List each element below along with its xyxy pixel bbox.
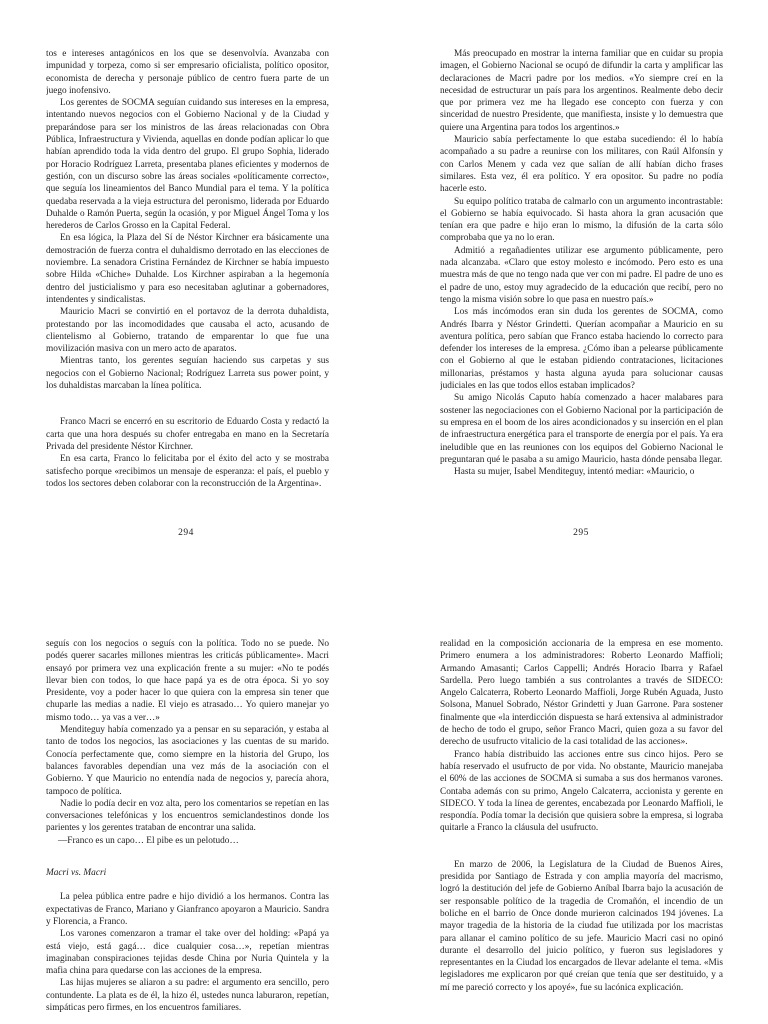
paragraph: Mauricio sabía perfectamente lo que estaba sucediendo: él lo había acompañado a su padre a reunirse con los militares, con Raúl Alfonsín y con Carlos Menem y cada vez que salían de allí habían dicho frases similares. Esta vez, él era político. Y era opositor. Su padre no podía hacerle esto. [440, 135, 723, 195]
page-294-text [46, 48, 329, 522]
page-295-text [440, 48, 723, 522]
paragraph: Su amigo Nicolás Caputo había comenzado a hacer malabares para sostener las negociaciones con el Gobierno Nacional por la participación de su empresa en el boom de los aires acondicionados y su inserción en el plan de infraestructura energética para el transporte de energía por el país. Ya era ineludible que en las reuniones con los equipos del Gobierno Nacional le preguntaran qué le pasaba a su amigo Mauricio, hasta dónde pensaba llegar. [440, 393, 723, 465]
paragraph: Las hijas mujeres se aliaron a su padre: el argumento era sencillo, pero contundente. La plata es de él, la hizo él, ustedes nunca laburaron, repetían, simpáticas pero firmes, en los encuentros familiares. [46, 978, 329, 1014]
paragraph: Menditeguy había comenzado ya a pensar en su separación, y estaba al tanto de todos los negocios, las asociaciones y las cuentas de su marido. Conocía perfectamente que, como siempre en la historia del Grupo, los balances favorables dependían una vez más de la asociación con el Gobierno. Y que Mauricio no entendía nada de negocios y, parecía ahora, tampoco de política. [46, 725, 329, 797]
paragraph: La pelea pública entre padre e hijo dividió a los hermanos. Contra las expectativas de Franco, Mariano y Gianfranco apoyaron a Mauricio. Sandra y Florencia, a Franco. [46, 892, 329, 927]
paragraph: Mauricio Macri se convirtió en el portavoz de la derrota duhaldista, protestando por las incomodidades que causaba el acto, acusando de clientelismo al Gobierno, tratando de emparentar lo que fue una movilización masiva con un mero acto de aparatos. [46, 307, 329, 355]
paragraph: Hasta su mujer, Isabel Menditeguy, intentó mediar: «Mauricio, o [454, 467, 695, 478]
paragraph: En esa lógica, la Plaza del Sí de Néstor Kirchner era básicamente una demostración de fuerza contra el duhaldismo derrotado en las elecciones de noviembre. La senadora Cristina Fernández de Kirchner se había impuesto sobre Hilda «Chiche» Duhalde. Los Kirchner aspiraban a la hegemonía dentro del justicialismo y para eso necesitaban aglutinar a gobernadores, intendentes y sindicalistas. [46, 233, 329, 305]
page-number: 294 [178, 528, 194, 538]
paragraph: tos e intereses antagónicos en los que se desenvolvía. Avanzaba con impunidad y torpeza, como si ser empresario oficialista, político opositor, economista de derecha y personaje público de centro fuera parte de un juego inofensivo. [46, 49, 329, 96]
page-number: 295 [573, 528, 589, 538]
paragraph: En esa carta, Franco lo felicitaba por el éxito del acto y se mostraba satisfecho porque «recibimos un mensaje de esperanza: el país, el pueblo y todos los sectores deben colaborar con la reconstrucción de la Argentina». [46, 454, 329, 489]
paragraph: seguís con los negocios o seguís con la política. Todo no se puede. No podés querer sacarles millones mientras les criticás públicamente». Macri ensayó por primera vez una explicación frente a su mujer: «No te podés llevar bien con todos, lo que hace papá ya es de otra época. Si yo soy Presidente, voy a poder hacer lo que quiera con la empresa sin tener que chuparle las medias a nadie. El viejo es atrasado… Yo quiero manejar yo mismo todo… ya vas a ver…» [46, 639, 329, 723]
paragraph: Los gerentes de SOCMA seguían cuidando sus intereses en la empresa, intentando nuevos negocios con el Gobierno Nacional y de la Ciudad y preparándose para ser los ministros de las áreas relacionadas con Obra Pública, Infraestructura y Vivienda, aquellas en donde podían aplicar lo que habían aprendido toda la vida dentro del grupo. El grupo Sophia, liderado por Horacio Rodríguez Larreta, presentaba planes eficientes y modernos de gestión, con un discurso sobre las áreas sociales «políticamente correcto», que seguía los lineamientos del Banco Mundial para el tema. Y la política quedaba reservada a la vieja estructura del peronismo, liderada por Eduardo Duhalde o Ramón Puerta, según la ocasión, y por Miguel Ángel Toma y los herederos de Carlos Grosso en la Capital Federal. [46, 98, 329, 232]
paragraph: Mientras tanto, los gerentes seguían haciendo sus carpetas y sus negocios con el Gobierno Nacional; Rodríguez Larreta sus power point, y los duhaldistas marcaban la línea política. [46, 356, 329, 392]
paragraph: Franco había distribuido las acciones entre sus cinco hijos. Pero se había reservado el usufructo de por vida. No obstante, Mauricio manejaba el 60% de las acciones de SOCMA si sumaba a sus dos hermanos varones. Contaba además con su primo, Angelo Calcaterra, accionista y gerente en SIDECO. Y toda la línea de gerentes, encabezada por Leonardo Maffioli, le respondía. Podía tomar la decisión que quisiera sobre la empresa, si lograba quitarle a Franco la cláusula del usufructo. [440, 749, 723, 834]
page-296-text [46, 638, 329, 1024]
paragraph: realidad en la composición accionaria de la empresa en ese momento. Primero enumera a los administradores: Roberto Leonardo Maffioli; Armando Amasanti; Carlos Cappelli; Andrés Horacio Ibarra y Rafael Sardella. Pero luego también a sus controlantes a través de SIDECO: Angelo Calcaterra, Roberto Leonardo Maffioli, Jorge Rubén Aguada, Justo Solsona, Manuel Sobrado, Néstor Grindetti y Juan Garrone. Para sostener finalmente que «la interdicción dispuesta se hará extensiva al administrador de hecho de todo el grupo, señor Franco Macri, quien goza a su favor del derecho de usufructo vitalicio de la casi totalidad de las acciones». [440, 639, 723, 748]
section-title: Macri vs. Macri [46, 868, 107, 879]
paragraph: En marzo de 2006, la Legislatura de la Ciudad de Buenos Aires, presidida por Santiago de Estrada y con amplia mayoría del macrismo, logró la destitución del jefe de Gobierno Aníbal Ibarra bajo la acusación de ser responsable político de la tragedia de Cromañón, el incendio de un boliche en el barrio de Once donde murieron calcinados 194 jóvenes. La mayor tragedia de la historia de la ciudad fue utilizada por los macristas para allanar el camino político de su jefe. Mauricio Macri casi no opinó durante el desarrollo del juicio político, y fueron sus legisladores y representantes en la Ciudad los encargados de llevar adelante el tema. «Mis legisladores me explicaron por qué creían que tenía que ser destituido, y a mí me pareció correcto y los apoyé», fue su lacónica explicación. [440, 859, 723, 993]
paragraph: Su equipo político trataba de calmarlo con un argumento incontrastable: el Gobierno se había equivocado. Si hasta ahora la gran acusación que tenían era que padre e hijo eran lo mismo, la difusión de la carta sólo comprobaba que ya no lo eran. [440, 196, 723, 244]
paragraph: Admitió a regañadientes utilizar ese argumento públicamente, pero nada alcanzaba. «Claro que estoy molesto e incómodo. Pero esto es una muestra más de que no tengo nada que ver con mi padre. El padre de uno es el padre de uno, estoy muy agradecido de la educación que recibí, pero no tengo la misma visión sobre lo que pasa en nuestro país.» [440, 245, 723, 305]
paragraph: Los varones comenzaron a tramar el take over del holding: «Papá ya está viejo, está gagá… dice cualquier cosa…», repetían mientras imaginaban conspiraciones tejidas desde China por Nuria Quintela y la mafia china para quedarse con las acciones de la empresa. [46, 929, 329, 977]
page-297-text [440, 638, 723, 1024]
paragraph: —Franco es un capo… El pibe es un pelotudo… [58, 835, 239, 846]
paragraph: Nadie lo podía decir en voz alta, pero los comentarios se repetían en las conversaciones telefónicas y los encuentros semiclandestinos donde los parientes y los gerentes trataban de encontrar una salida. [46, 798, 329, 834]
paragraph: Más preocupado en mostrar la interna familiar que en cuidar su propia imagen, el Gobierno Nacional se ocupó de difundir la carta y amplificar las declaraciones de Macri padre por los medios. «Yo siempre creí en la necesidad de estructurar un país para los argentinos. Realmente debo decir que por primera vez me ha llegado ese concepto con fuerza y con sinceridad de nuestro Presidente, que manifiesta, insiste y lo demuestra que quiere una Argentina para todos los argentinos.» [440, 49, 723, 133]
paragraph: Los más incómodos eran sin duda los gerentes de SOCMA, como Andrés Ibarra y Néstor Grindetti. Querían acompañar a Mauricio en su aventura política, pero sabían que Franco estaba haciendo lo correcto para defender los intereses de la empresa. ¿Cómo iban a pelearse públicamente con el Gobierno al que le estaban pidiendo contrataciones, licitaciones millonarias, préstamos y hasta alguna ayuda para solucionar causas judiciales en las que todos ellos estaban implicados? [440, 307, 723, 392]
paragraph: Franco Macri se encerró en su escritorio de Eduardo Costa y redactó la carta que una hora después su chofer entregaba en mano en la Secretaría Privada del presidente Néstor Kirchner. [46, 417, 329, 452]
